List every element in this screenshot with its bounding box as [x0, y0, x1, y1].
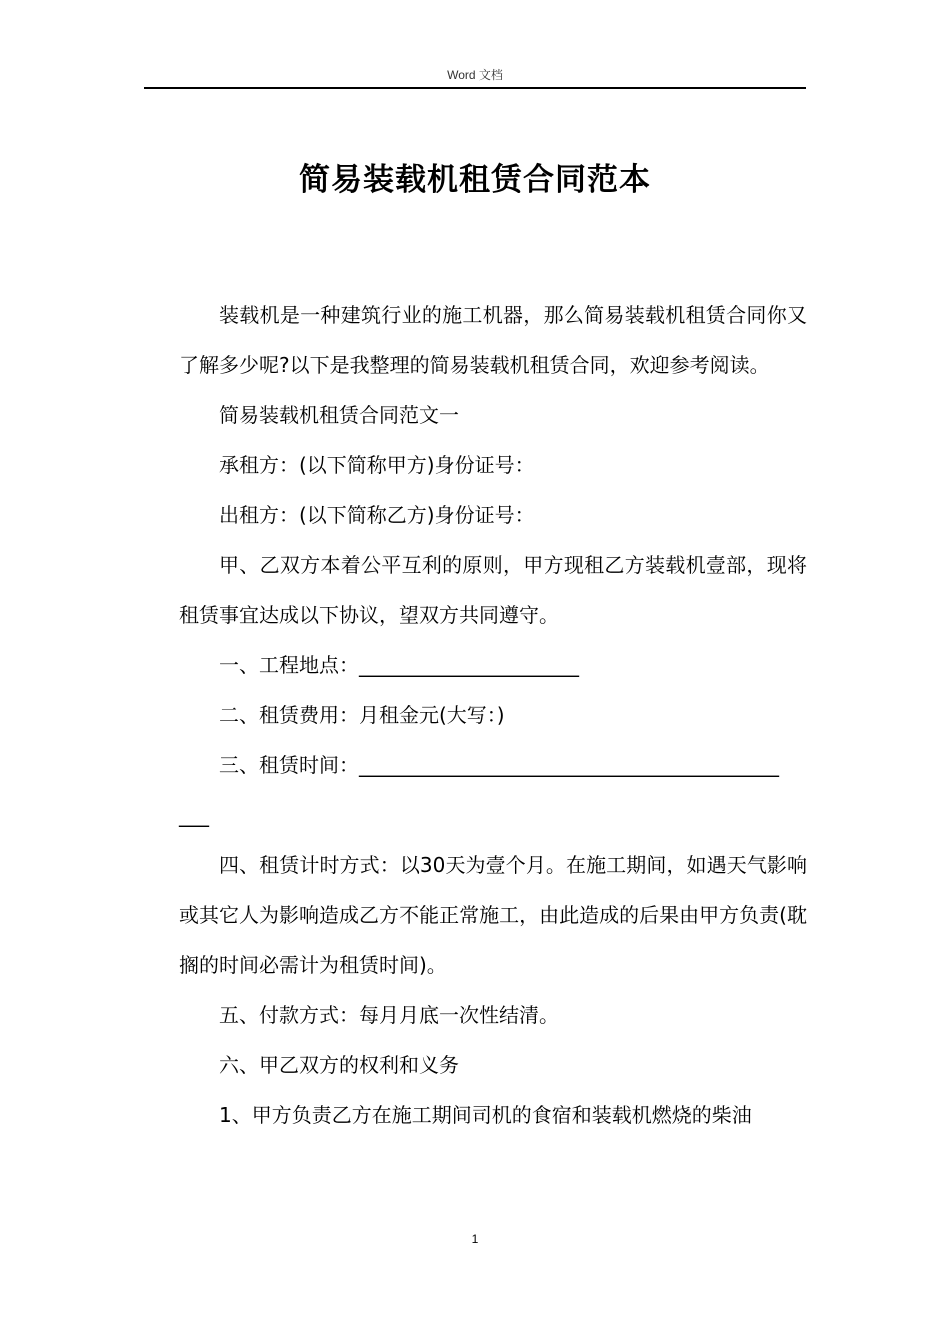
clause-period: 三、租赁时间：__________________________________________ [219, 753, 779, 777]
clause-billing: 四、租赁计时方式：以30天为壹个月。在施工期间，如遇天气影响或其它人为影响造成乙方不能正常施工，由此造成的后果由甲方负责(耽搁的时间必需计为租赁时间)。 [179, 853, 807, 977]
header-divider [144, 87, 806, 89]
clause-period-continuation: ___ [179, 803, 209, 827]
document-body [179, 290, 807, 1140]
page-number: 1 [471, 1232, 479, 1246]
lessor-line: 出租方：(以下简称乙方)身份证号： [219, 503, 535, 527]
clause-fee: 二、租赁费用：月租金元(大写：) [219, 703, 505, 727]
document-title: 简易装载机租赁合同范本 [299, 162, 651, 198]
section-heading: 简易装载机租赁合同范文一 [219, 403, 459, 427]
clause-rights-item-1: 1、甲方负责乙方在施工期间司机的食宿和装载机燃烧的柴油 [219, 1103, 752, 1127]
clause-location: 一、工程地点：______________________ [219, 653, 579, 677]
document-header-label: Word 文档 [447, 68, 503, 82]
clause-rights-heading: 六、甲乙双方的权利和义务 [219, 1053, 459, 1077]
clause-payment: 五、付款方式：每月月底一次性结清。 [219, 1003, 559, 1027]
lessee-line: 承租方：(以下简称甲方)身份证号： [219, 453, 535, 477]
agreement-paragraph: 甲、乙双方本着公平互利的原则，甲方现租乙方装载机壹部，现将租赁事宜达成以下协议，望双方共同遵守。 [179, 553, 807, 627]
intro-paragraph: 装载机是一种建筑行业的施工机器，那么简易装载机租赁合同你又了解多少呢?以下是我整理的简易装载机租赁合同，欢迎参考阅读。 [179, 303, 807, 377]
